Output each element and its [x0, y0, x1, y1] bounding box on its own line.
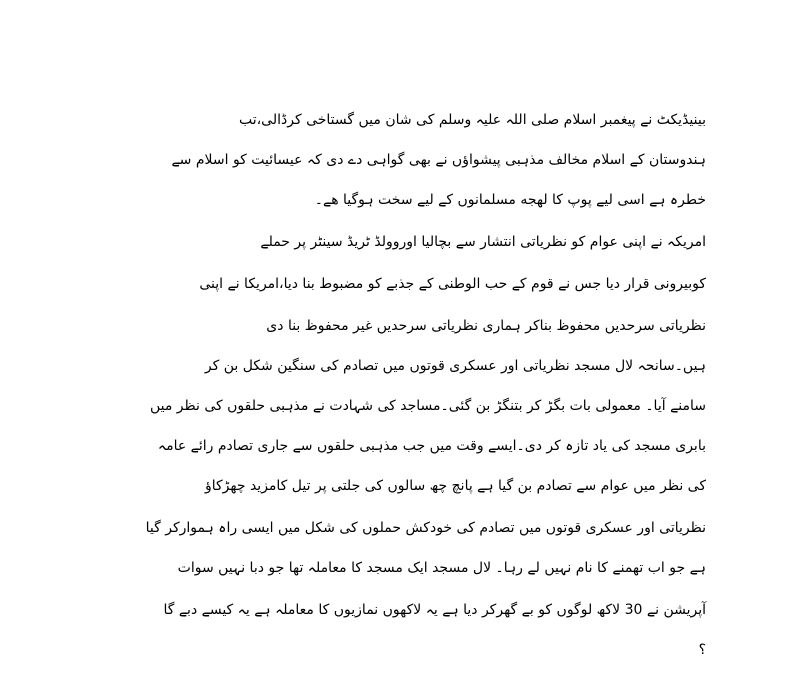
text-line-7: ہیں۔سانحہ لال مسجد نظریاتی اور عسکری قوتوں میں تصادم کی سنگین شکل بن کر [204, 358, 706, 374]
text-line-1: بینیڈیکٹ نے پیغمبر اسلام صلی اللہ علیہ وسلم کی شان میں گستاخی کرڈالی،تب [239, 112, 706, 128]
text-line-11: نظریاتی اور عسکری قوتوں میں تصادم کی خودکش حملوں کی شکل میں ایسی راہ ہموارکر گیا [145, 520, 706, 536]
text-line-5: کوبیرونی قرار دیا جس نے قوم کے حب الوطنی کے جذبے کو مضبوط بنا دیا،امریکا نے اپنی [199, 276, 706, 292]
text-line-10: کی نظر میں عوام سے تصادم بن گیا ہے پانچ چھ سالوں کی جلتی پر تیل کامزید چھڑکاؤ [204, 478, 706, 494]
text-line-13: آپریشن نے 30 لاکھ لوگوں کو بے گھرکر دیا ہے یہ لاکھوں نمازیوں کا معاملہ ہے یہ کیسے دبے گا [163, 602, 706, 618]
text-line-4: امریکہ نے اپنی عوام کو نظریاتی انتشار سے بچالیا اوروولڈ ٹریڈ سینٹر پر حملے [260, 234, 706, 250]
text-line-3: خطرہ ہے اسی لیے پوپ کا لهجه مسلمانوں کے لیے سخت ہوگیا ھے۔ [314, 192, 706, 208]
text-line-14: ؟ [698, 642, 706, 658]
text-line-12: ہے جو اب تھمنے کا نام نہیں لے رہا۔ لال مسجد ایک مسجد کا معاملہ تھا جو دبا نہیں سوات [177, 560, 706, 576]
text-line-6: نظریاتی سرحدیں محفوظ بناکر ہماری نظریاتی سرحدیں غیر محفوظ بنا دی [266, 318, 706, 334]
text-line-8: سامنے آیا۔ معمولی بات بگڑ کر بتنگڑ بن گئی۔مساجد کی شہادت نے مذہبی حلقوں کی نظر میں [149, 398, 706, 414]
text-line-2: ہندوستان کے اسلام مخالف مذہبی پیشواؤں نے بھی گواہی دے دی کہ عیسائیت کو اسلام سے [171, 152, 706, 168]
text-line-9: بابری مسجد کی یاد تازہ کر دی۔ایسے وقت میں جب مذہبی حلقوں سے جاری تصادم رائے عامہ [157, 438, 706, 454]
